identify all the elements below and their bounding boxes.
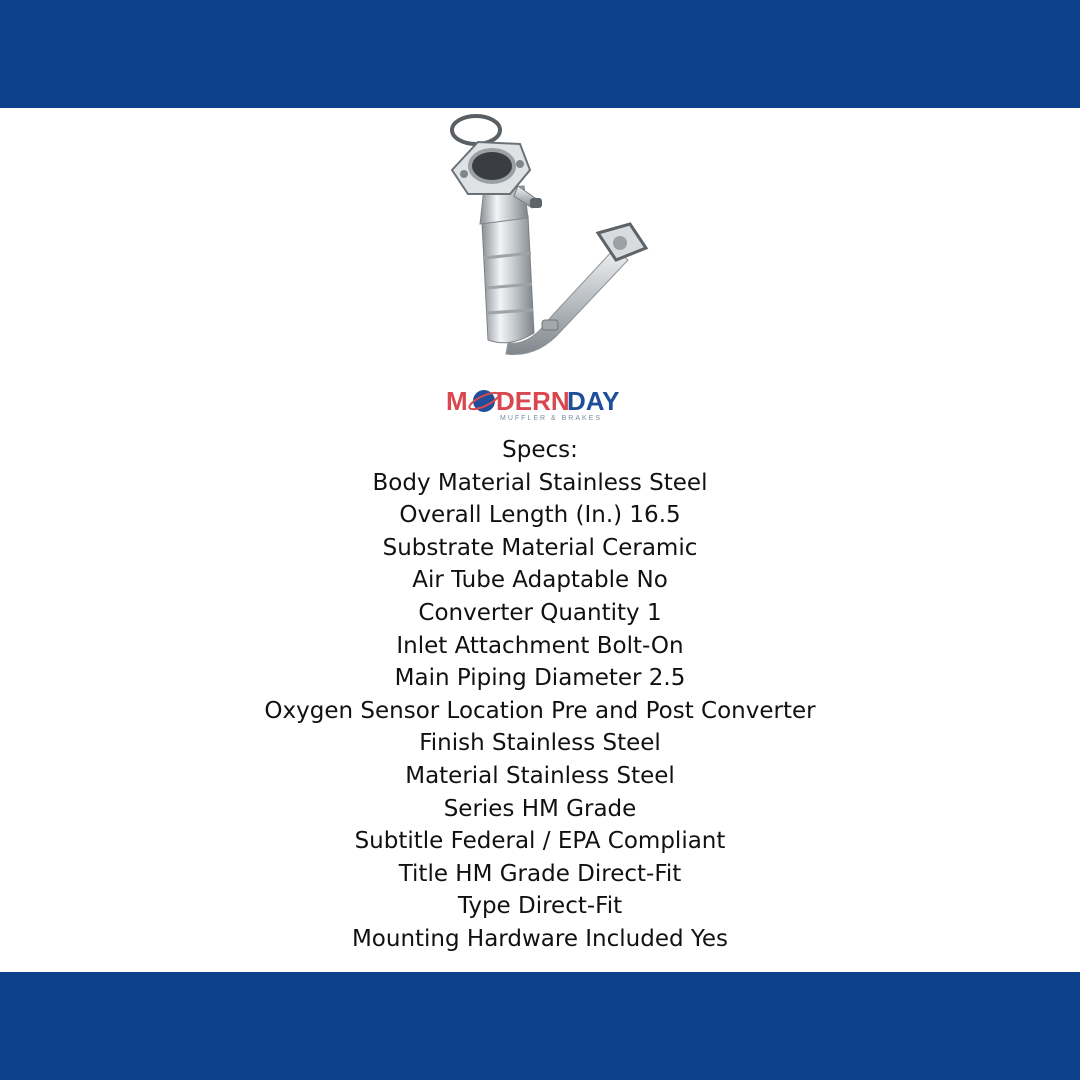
spec-line: Subtitle Federal / EPA Compliant <box>354 828 726 855</box>
catalytic-converter-image <box>420 108 660 358</box>
specs-list <box>0 434 1080 956</box>
modernday-logo <box>440 380 640 424</box>
spec-line: Body Material Stainless Steel <box>372 469 708 496</box>
spec-line: Series HM Grade <box>443 795 637 822</box>
spec-line: Overall Length (In.) 16.5 <box>399 502 681 529</box>
spec-line: Oxygen Sensor Location Pre and Post Converter <box>264 697 816 724</box>
spec-line: Air Tube Adaptable No <box>412 567 668 594</box>
spec-line: Type Direct-Fit <box>457 893 623 920</box>
top-banner <box>0 0 1080 108</box>
bottom-banner <box>0 972 1080 1080</box>
spec-line: Title HM Grade Direct-Fit <box>398 860 682 887</box>
spec-line: Inlet Attachment Bolt-On <box>396 632 684 659</box>
specs-heading: Specs: <box>502 437 578 463</box>
svg-text:M: M <box>446 386 468 416</box>
spec-line: Finish Stainless Steel <box>419 730 661 757</box>
spec-line: Mounting Hardware Included Yes <box>351 925 729 952</box>
spec-line: Substrate Material Ceramic <box>382 534 698 561</box>
spec-line: Converter Quantity 1 <box>418 599 662 626</box>
svg-text:DAY: DAY <box>567 386 620 416</box>
svg-text:DERN: DERN <box>496 386 570 416</box>
spec-line: Main Piping Diameter 2.5 <box>394 665 686 692</box>
spec-line: Material Stainless Steel <box>405 762 675 789</box>
svg-text:MUFFLER & BRAKES: MUFFLER & BRAKES <box>500 415 603 422</box>
